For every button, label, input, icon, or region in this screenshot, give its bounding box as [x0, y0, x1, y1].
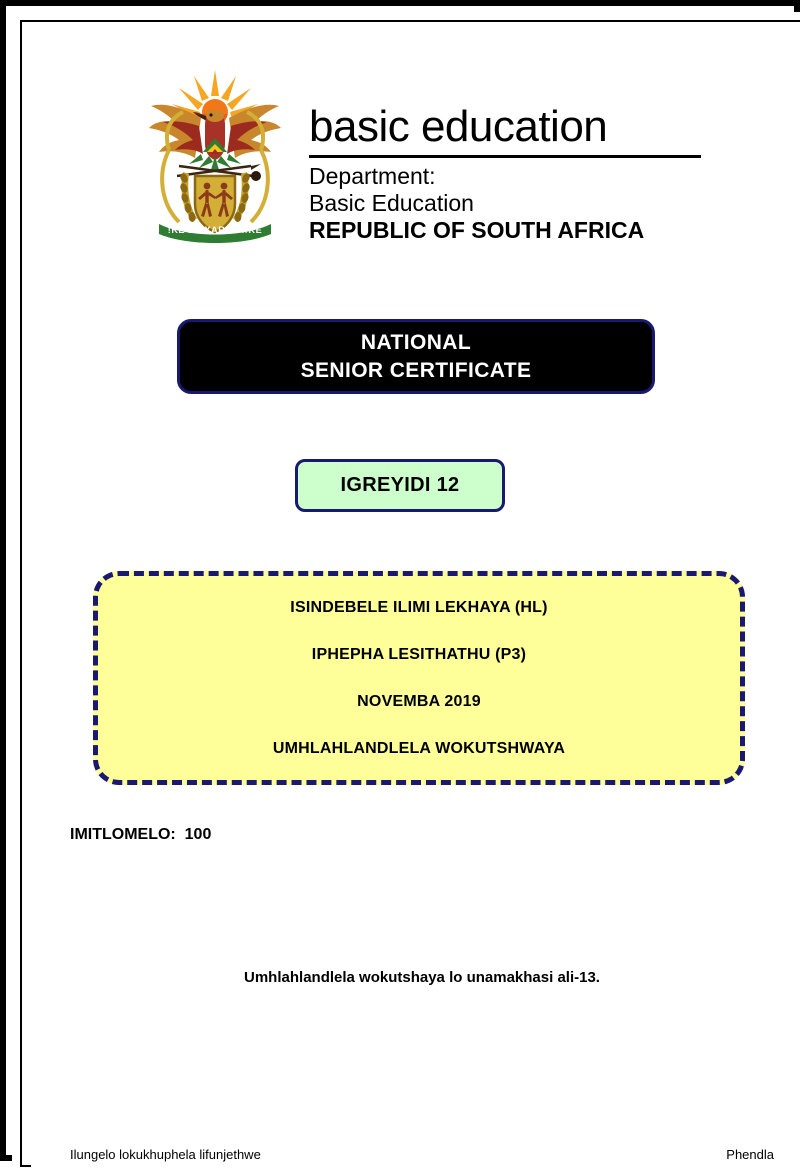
certificate-banner	[177, 319, 655, 394]
grade-badge-label: IGREYIDI 12	[340, 474, 460, 496]
paper-info-box	[93, 571, 745, 785]
marks-total: IMITLOMELO: 100	[70, 826, 212, 843]
dbe-country: REPUBLIC OF SOUTH AFRICA	[309, 217, 645, 243]
paper-document-type: UMHLAHLANDLELA WOKUTSHWAYA	[272, 740, 566, 757]
svg-text:!KE E: /XARRA //KE: !KE E: /XARRA //KE	[167, 225, 263, 235]
dbe-divider	[309, 155, 701, 158]
grade-badge	[295, 459, 505, 512]
page-content	[31, 31, 800, 1174]
dbe-title: basic education	[309, 102, 608, 151]
dbe-wordmark	[309, 52, 705, 244]
south-africa-coat-of-arms-icon	[139, 52, 291, 248]
certificate-banner-line-1: NATIONAL	[360, 330, 472, 354]
paper-number: IPHEPHA LESITHATHU (P3)	[311, 646, 527, 663]
certificate-banner-line-2: SENIOR CERTIFICATE	[300, 358, 532, 382]
footer-turn-over: Phendla	[726, 1147, 774, 1162]
footer-copyright: Ilungelo lokukhuphela lifunjethwe	[70, 1147, 261, 1162]
dbe-department-label: Department:	[309, 163, 436, 189]
page-border-inner	[20, 20, 800, 1167]
masthead	[31, 52, 800, 248]
paper-subject: ISINDEBELE ILIMI LEKHAYA (HL)	[290, 599, 548, 616]
paper-session: NOVEMBA 2019	[357, 693, 481, 710]
dbe-department-name: Basic Education	[309, 190, 474, 216]
page-border-gap	[12, 12, 800, 1161]
page-footer	[70, 1147, 774, 1162]
page-count-note: Umhlahlandlela wokutshaya lo unamakhasi ali-13.	[244, 969, 600, 986]
